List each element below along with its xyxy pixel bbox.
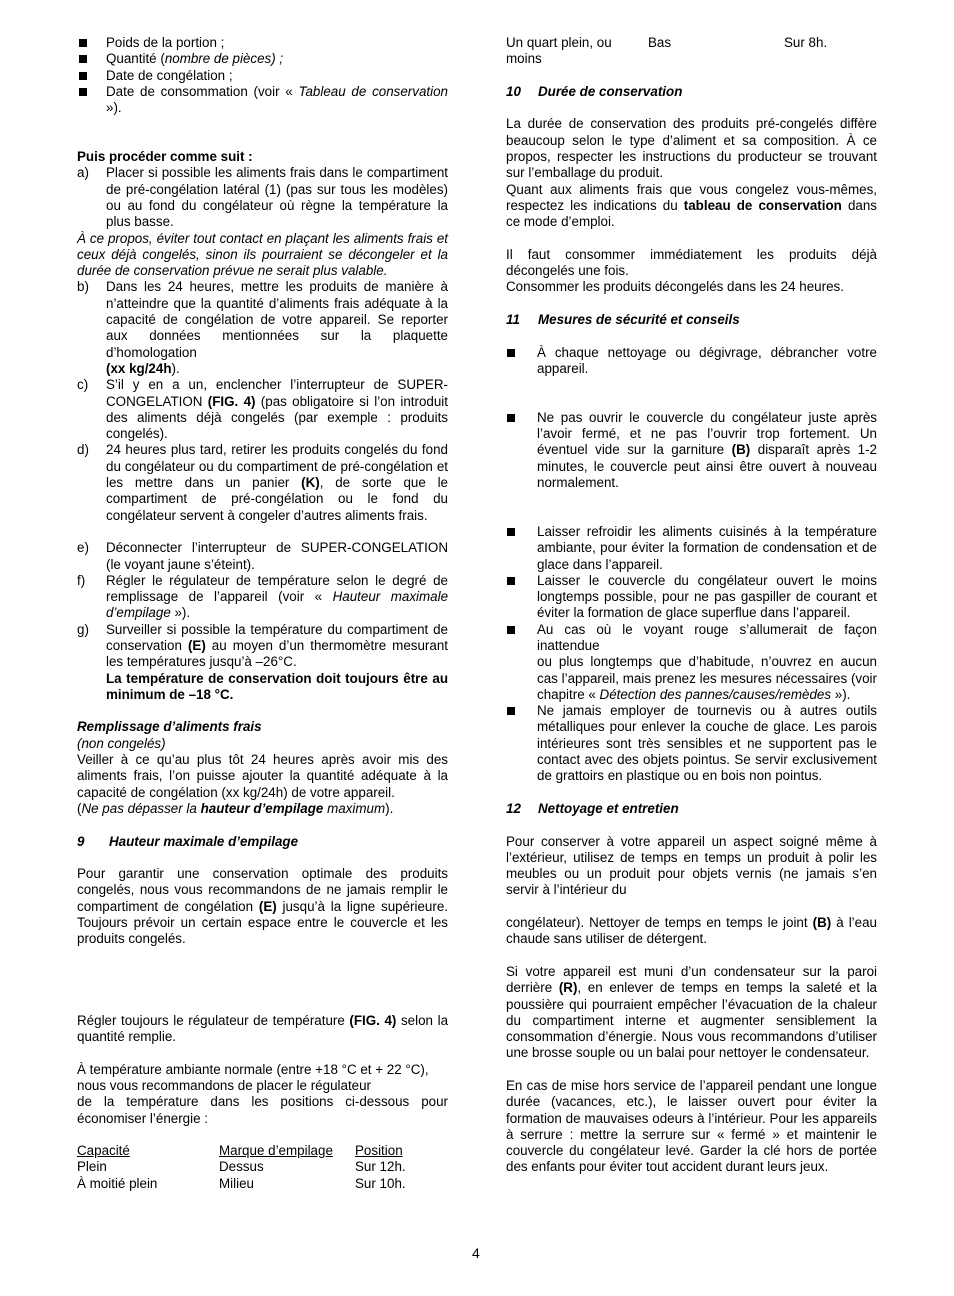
table-cell: Un quart plein, ou: [506, 35, 612, 50]
list-item: Ne jamais employer de tournevis ou à autres outils métalliques pour enlever la couche de glace. Les parois intérieures sont très sensibles et ne supportent pas le contact avec des objets pointus. Se servir exclusivement de grattoirs en plastique ou en bois non pointus.: [506, 703, 877, 784]
section-12-p4: En cas de mise hors service de l’appareil pendant une longue durée (vacances, etc.), le laisser ouvert pour éviter la formation de mauvaises odeurs à l’intérieur. Pour les appareils à serrure : mettre la serrure sur « fermé » et maintenir le couvercle du congélateur levé. Garder la clé hors de portée des enfants pour éviter tout accident durant leurs jeux.: [506, 1078, 877, 1175]
list-item: Au cas où le voyant rouge s’allumerait de façon inattendue ou plus longtemps que d’habitude, n’ouvrez en aucun cas l’appareil, mais prenez les mesures nécessaires (voir chapitre « Détection des pannes/causes/remèdes »).: [506, 622, 877, 703]
square-bullet-icon: [507, 528, 515, 536]
table-cell: Sur 10h.: [355, 1175, 406, 1191]
section-10-p3: Il faut consommer immédiatement les produits déjà décongelés une fois.: [506, 246, 877, 279]
section-12-p3: Si votre appareil est muni d’un condensateur sur la paroi derrière (R), en enlever de temps en temps la saleté et la poussière qui pourraient empêcher l’évacuation de la chaleur du compartiment interne et augmenter sensiblement la consommation d’énergie. Nous vous recommandons d’utiliser une brosse souple ou un balai pour nettoyer le condensateur.: [506, 963, 877, 1061]
square-bullet-icon: [79, 88, 87, 96]
list-item: Laisser le couvercle du congélateur ouvert le moins longtemps possible, pour ne pas gaspiller de courant et éviter la formation de glace superflue dans l’appareil.: [506, 573, 877, 622]
table-cell: moins: [506, 51, 542, 67]
table-cell: Sur 12h.: [355, 1159, 406, 1175]
step-f: f) Régler le régulateur de température selon le degré de remplissage de l’appareil (voir « Hauteur maximale d’empilage »).: [77, 572, 449, 621]
section-9-text: Pour garantir une conservation optimale des produits congelés, nous vous recommandons de ne jamais remplir le compartiment de congélation (E) jusqu’à la ligne supérieure. Toujours prévoir un certain espace entre le couvercle et les produits congelés.: [77, 866, 448, 947]
table-cell: Sur 8h.: [784, 35, 828, 50]
position-table-continued: [506, 35, 877, 68]
square-bullet-icon: [507, 707, 515, 715]
step-g: g) Surveiller si possible la température du compartiment de conservation (E) au moyen d’un thermomètre mesurant les températures jusqu’à –26°C. La température de conservation doit toujours être au minimum de –18 °C.: [77, 621, 448, 702]
left-column: [77, 35, 448, 1192]
section-10-heading: 10 Durée de conservation: [506, 83, 683, 99]
table-cell: Milieu: [219, 1175, 254, 1191]
section-9-heading: 9 Hauteur maximale d’empilage: [77, 833, 299, 849]
square-bullet-icon: [507, 414, 515, 422]
square-bullet-icon: [79, 55, 87, 63]
section-12-p1: Pour conserver à votre appareil un aspect soigné même à l’extérieur, utilisez de temps en temps un produit à polir les meubles ou un produit pour objets vernis (ne jamais s’en servir à l’intérieur du: [506, 833, 877, 898]
step-c: c) S’il y en a un, enclencher l’interrupteur de SUPER-CONGELATION (FIG. 4) (pas obligatoire si l’on introduit des aliments déjà congelés (par exemple : produits congelés).: [77, 377, 449, 442]
list-item: À chaque nettoyage ou dégivrage, débrancher votre appareil.: [506, 345, 877, 378]
fresh-note: (Ne pas dépasser la hauteur d’empilage maximum).: [77, 800, 394, 816]
right-column: [506, 35, 877, 1176]
steps-list: [77, 165, 448, 230]
ambient-text-2: de la température dans les positions ci-dessous pour économiser l’énergie :: [77, 1094, 448, 1126]
list-item: Ne pas ouvrir le couvercle du congélateur juste après l’avoir fermé, et ne pas l’ouvrir trop fortement. Un éventuel vide sur la garniture (B) disparaît après 1-2 minutes, le couvercle peut ainsi être ouvert à nouveau normalement.: [506, 410, 877, 491]
ambient-text-1: À température ambiante normale (entre +18 °C et + 22 °C), nous vous recommandons de placer le régulateur: [77, 1061, 429, 1093]
square-bullet-icon: [79, 39, 87, 47]
step-b: b) Dans les 24 heures, mettre les produits de manière à n’atteindre que la quantité d’aliments frais adéquate à la capacité de congélation de votre appareil. Se reporter aux données mentionnées sur la plaquette d’homologation (xx kg/24h).: [77, 279, 448, 376]
square-bullet-icon: [79, 72, 87, 80]
section-10-p1: La durée de conservation des produits pré-congelés diffère beaucoup selon le type d’aliment et sa composition. À ce propos, respecter les instructions du producteur se trouvant sur l’emballage du produit.: [506, 116, 877, 181]
table-header: Capacité: [77, 1143, 130, 1159]
square-bullet-icon: [507, 626, 515, 634]
list-item: Date de consommation (voir « Tableau de conservation »).: [77, 84, 448, 117]
step-e: e) Déconnecter l’interrupteur de SUPER-CONGELATION (le voyant jaune s’éteint).: [77, 540, 448, 572]
regulate-text: Régler toujours le régulateur de température (FIG. 4) selon la quantité remplie.: [77, 1012, 449, 1045]
section-11-heading: 11 Mesures de sécurité et conseils: [506, 312, 740, 328]
table-cell: Plein: [77, 1159, 107, 1175]
section-10-p4: Consommer les produits décongelés dans les 24 heures.: [506, 279, 844, 295]
table-cell: À moitié plein: [77, 1175, 158, 1191]
table-header: Marque d’empilage: [219, 1143, 333, 1159]
square-bullet-icon: [507, 577, 515, 585]
table-cell: Dessus: [219, 1159, 264, 1175]
label-bullet-list: [77, 35, 448, 116]
fresh-subheading: (non congelés): [77, 735, 166, 751]
page-number: 4: [472, 1245, 480, 1261]
list-item: Laisser refroidir les aliments cuisinés à la température ambiante, pour éviter la formation de condensation et de glace dans l’appareil.: [506, 524, 877, 573]
step-d: d) 24 heures plus tard, retirer les produits congelés du fond du congélateur ou du compartiment de pré-congélation et les mettre dans un panier (K), de sorte que le compartiment de pré-congélation ou le fond du congélateur servent à congeler d’autres aliments frais.: [77, 442, 449, 523]
note-a: À ce propos, éviter tout contact en plaçant les aliments frais et ceux déjà congelés, sinon ils pourraient se décongeler et la durée de conservation prévue ne serait plus valable.: [77, 230, 448, 279]
proceed-heading: Puis procéder comme suit :: [77, 149, 253, 165]
list-item: Quantité (nombre de pièces) ;: [77, 51, 448, 67]
list-item: Date de congélation ;: [77, 68, 448, 84]
safety-list: [506, 345, 877, 378]
list-item: Poids de la portion ;: [77, 35, 448, 51]
position-table: [77, 1143, 448, 1192]
step-a: a) Placer si possible les aliments frais dans le compartiment de pré-congélation latéral (1) (pas sur tous les modèles) ou au fond du congélateur où règne la température la plus basse.: [77, 165, 448, 230]
square-bullet-icon: [507, 349, 515, 357]
fresh-heading: Remplissage d’aliments frais: [77, 719, 262, 735]
section-12-heading: 12 Nettoyage et entretien: [506, 800, 679, 816]
table-header: Position: [355, 1143, 403, 1159]
fresh-text: Veiller à ce qu’au plus tôt 24 heures après avoir mis des aliments frais, l’on puisse ajouter la quantité adéquate à la capacité de congélation (xx kg/24h) de votre appareil.: [77, 752, 448, 800]
table-cell: Bas: [648, 35, 672, 50]
section-12-p2: congélateur). Nettoyer de temps en temps le joint (B) à l’eau chaude sans utiliser de détergent.: [506, 915, 877, 947]
section-10-p2: Quant aux aliments frais que vous congelez vous-mêmes, respectez les indications du tableau de conservation dans ce mode d’emploi.: [506, 181, 877, 230]
